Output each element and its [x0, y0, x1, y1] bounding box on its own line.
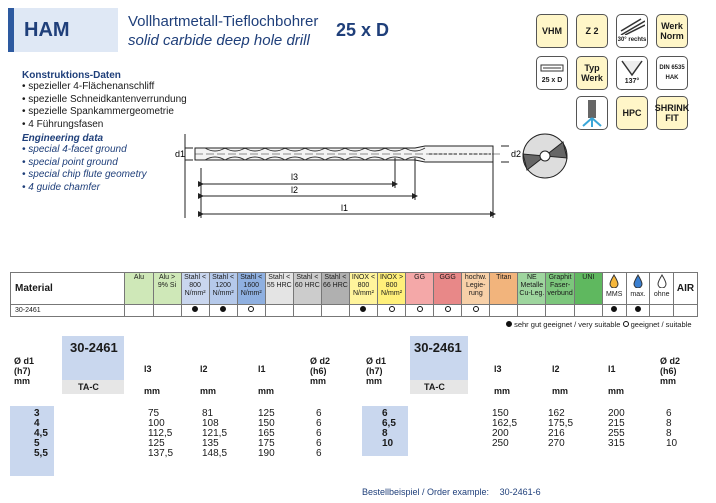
spec-cell: 175,5 [548, 418, 574, 429]
suitability-cell [650, 305, 674, 317]
coolant-drop-icon [656, 274, 668, 288]
list-item: • spezielle Spankammergeometrie [22, 106, 187, 119]
coolant-drop-icon [608, 274, 620, 288]
coolant-label: AIR [676, 282, 695, 294]
spec-cell: 6 [666, 408, 672, 419]
l1-label: l1 [341, 203, 349, 213]
suitability-cell [237, 305, 265, 317]
material-column-header: Alu [125, 273, 153, 305]
spec-cell: 121,5 [202, 428, 228, 439]
spec-cell: 150 [492, 408, 509, 419]
werk-norm-icon: Werk Norm [656, 14, 688, 48]
material-column-header: Stahl < 800 N/mm² [181, 273, 209, 305]
suitability-cell [181, 305, 209, 317]
spec-cell: 148,5 [202, 448, 228, 459]
suitability-cell [153, 305, 181, 317]
spec-cell: 200 [492, 428, 509, 439]
spec-cell: 6 [316, 408, 322, 419]
coolant-channel-icon [576, 96, 608, 130]
spec-table-left [10, 336, 362, 476]
brand-name: HAM [24, 18, 70, 41]
spec-cell: 6 [382, 408, 388, 419]
spec-cell: 270 [548, 438, 565, 449]
coating-left: TA-C [78, 382, 99, 392]
l1-header-right: l1 mm [608, 364, 625, 396]
spec-cell: 190 [258, 448, 275, 459]
suitability-cell [265, 305, 293, 317]
open-dot-icon [473, 306, 479, 312]
list-item: • 4 guide chamfer [22, 182, 187, 195]
material-column-header: INOX > 800 N/mm² [378, 273, 406, 305]
helix-lines-icon [619, 17, 645, 35]
coolant-label: max. [630, 291, 646, 298]
construction-heading-de: Konstruktions-Daten [22, 70, 121, 81]
spec-cell: 125 [148, 438, 165, 449]
d1-header-right: Ø d1 (h7) mm [366, 356, 387, 386]
spec-cell: 8 [666, 418, 672, 429]
vhm-icon: VHM [536, 14, 568, 48]
code-left: 30-2461 [70, 340, 118, 355]
din-6535-icon: DIN 6535 HAK [656, 56, 688, 90]
suitability-cell [378, 305, 406, 317]
material-column-header: hochw. Legie-rung [462, 273, 490, 305]
material-column-header: Stahl < 1600 N/mm² [237, 273, 265, 305]
construction-list-de [22, 81, 187, 131]
title-en: solid carbide deep hole drill [128, 32, 310, 49]
material-header-row [11, 273, 698, 305]
spec-cell: 3 [34, 408, 40, 419]
suitability-cell [293, 305, 321, 317]
material-column-header: Graphit Faser-verbund [546, 273, 574, 305]
filled-dot-icon [360, 306, 366, 312]
suitability-cell [321, 305, 349, 317]
coolant-drop-icon [632, 274, 644, 288]
order-example [362, 487, 541, 497]
spec-cell: 6,5 [382, 418, 396, 429]
spec-cell: 150 [258, 418, 275, 429]
d1-label: d1 [175, 149, 186, 159]
list-item: • spezieller 4-Flächenanschliff [22, 81, 187, 94]
material-column-header: Stahl < 66 HRC [321, 273, 349, 305]
spec-cell: 81 [202, 408, 214, 419]
material-column-header: Alu > 9% Si [153, 273, 181, 305]
code-right: 30-2461 [414, 340, 462, 355]
spec-cell: 215 [608, 418, 625, 429]
l3-header-right: l3 mm [494, 364, 511, 396]
suitability-cell [349, 305, 377, 317]
material-column-header: GG [406, 273, 434, 305]
suitability-cell [674, 305, 698, 317]
l2-label: l2 [291, 185, 299, 195]
open-dot-icon [389, 306, 395, 312]
spec-cell: 75 [148, 408, 160, 419]
material-column-header: NE Metalle Cu-Leg. [518, 273, 546, 305]
spec-cell: 135 [202, 438, 219, 449]
length-ratio: 25 x D [336, 20, 390, 40]
suitability-cell [574, 305, 602, 317]
engineering-heading-en: Engineering data [22, 133, 104, 144]
suitability-cell [406, 305, 434, 317]
material-column-header: Stahl < 60 HRC [293, 273, 321, 305]
angle-shape-icon [620, 59, 644, 77]
spec-cell: 100 [148, 418, 165, 429]
spec-cell: 5,5 [34, 448, 48, 459]
suitability-cell [626, 305, 650, 317]
spec-cell: 8 [666, 428, 672, 439]
legend-open-text: geeignet / suitable [630, 320, 692, 329]
construction-data [22, 70, 187, 194]
spec-cell: 165 [258, 428, 275, 439]
spec-cell: 162,5 [492, 418, 518, 429]
product-title [128, 12, 318, 50]
coolant-column-header [674, 273, 698, 305]
hpc-icon: HPC [616, 96, 648, 130]
spec-cell: 175 [258, 438, 275, 449]
coating-right: TA-C [424, 382, 445, 392]
shrink-fit-icon: SHRINK FIT [656, 96, 688, 130]
filled-dot-icon [635, 306, 641, 312]
material-column-header: Stahl < 55 HRC [265, 273, 293, 305]
open-dot-icon [248, 306, 254, 312]
drill-length-icon [539, 60, 565, 76]
spec-cell: 8 [382, 428, 388, 439]
spec-cell: 137,5 [148, 448, 174, 459]
d1-column-left [10, 406, 54, 476]
material-column-header: Titan [490, 273, 518, 305]
spec-cell: 10 [666, 438, 678, 449]
spec-cell: 315 [608, 438, 625, 449]
suitability-cell [209, 305, 237, 317]
spec-cell: 108 [202, 418, 219, 429]
spec-table-right [362, 336, 704, 456]
point-angle-icon: 137° [616, 56, 648, 90]
material-column-header: UNI [574, 273, 602, 305]
filled-dot-icon [611, 306, 617, 312]
spec-cell: 216 [548, 428, 565, 439]
coolant-label: ohne [653, 291, 670, 298]
order-value: 30-2461-6 [499, 487, 541, 497]
spec-cell: 250 [492, 438, 509, 449]
open-dot-icon [445, 306, 451, 312]
coolant-label: MMS [606, 291, 623, 298]
spec-cell: 112,5 [148, 428, 173, 439]
spec-cell: 6 [316, 428, 322, 439]
suitability-cell [462, 305, 490, 317]
spec-cell: 255 [608, 428, 625, 439]
material-row [11, 305, 698, 317]
open-dot-icon [417, 306, 423, 312]
coolant-jet-icon [579, 98, 605, 128]
list-item: • special chip flute geometry [22, 169, 187, 182]
material-column-header: GGG [434, 273, 462, 305]
coolant-column-header [602, 273, 626, 305]
l1-header-left: l1 mm [258, 364, 275, 396]
spec-cell: 162 [548, 408, 565, 419]
suitability-legend [506, 320, 692, 329]
material-table [10, 272, 698, 317]
l2-header-right: l2 mm [552, 364, 569, 396]
coolant-column-header [626, 273, 650, 305]
legend-filled-text: sehr gut geeignet / very suitable [514, 320, 621, 329]
l2-header-left: l2 mm [200, 364, 217, 396]
d1-header-left: Ø d1 (h7) mm [14, 356, 35, 386]
l3-header-left: l3 mm [144, 364, 161, 396]
d2-header-right: Ø d2 (h6) mm [660, 356, 681, 386]
spec-cell: 6 [316, 438, 322, 449]
filled-dot-icon [220, 306, 226, 312]
filled-dot-icon [506, 321, 512, 327]
suitability-cell [490, 305, 518, 317]
spec-cell: 10 [382, 438, 394, 449]
length-25xd-icon: 25 x D [536, 56, 568, 90]
suitability-cell [434, 305, 462, 317]
spec-cell: 200 [608, 408, 625, 419]
filled-dot-icon [192, 306, 198, 312]
material-column-header: Stahl < 1200 N/mm² [209, 273, 237, 305]
spec-cell: 4,5 [34, 428, 48, 439]
spec-cell: 5 [34, 438, 40, 449]
spec-cell: 125 [258, 408, 275, 419]
title-de: Vollhartmetall-Tieflochbohrer [128, 13, 319, 30]
spec-cell: 4 [34, 418, 40, 429]
spec-cell: 6 [316, 418, 322, 429]
engineering-list-en [22, 144, 187, 194]
drill-drawing [175, 128, 575, 223]
material-label: Material [11, 273, 125, 305]
brand-logo [8, 8, 118, 52]
d2-header-left: Ø d2 (h6) mm [310, 356, 331, 386]
d2-label: d2 [511, 149, 522, 159]
suitability-cell [546, 305, 574, 317]
suitability-cell [518, 305, 546, 317]
suitability-cell [125, 305, 153, 317]
spec-cell: 6 [316, 448, 322, 459]
helix-icon: 30° rechts [616, 14, 648, 48]
list-item: • spezielle Schneidkantenverrundung [22, 94, 187, 107]
suitability-cell [602, 305, 626, 317]
open-dot-icon [623, 321, 629, 327]
list-item: • special point ground [22, 157, 187, 170]
material-column-header: INOX < 800 N/mm² [349, 273, 377, 305]
typ-werk-icon: Typ Werk [576, 56, 608, 90]
l3-label: l3 [291, 172, 299, 182]
z2-icon: Z 2 [576, 14, 608, 48]
list-item: • special 4-facet ground [22, 144, 187, 157]
coolant-column-header [650, 273, 674, 305]
order-label: Bestellbeispiel / Order example: [362, 487, 490, 497]
list-item: • 4 Führungsfasen [22, 119, 187, 132]
material-row-code: 30-2461 [11, 305, 125, 317]
